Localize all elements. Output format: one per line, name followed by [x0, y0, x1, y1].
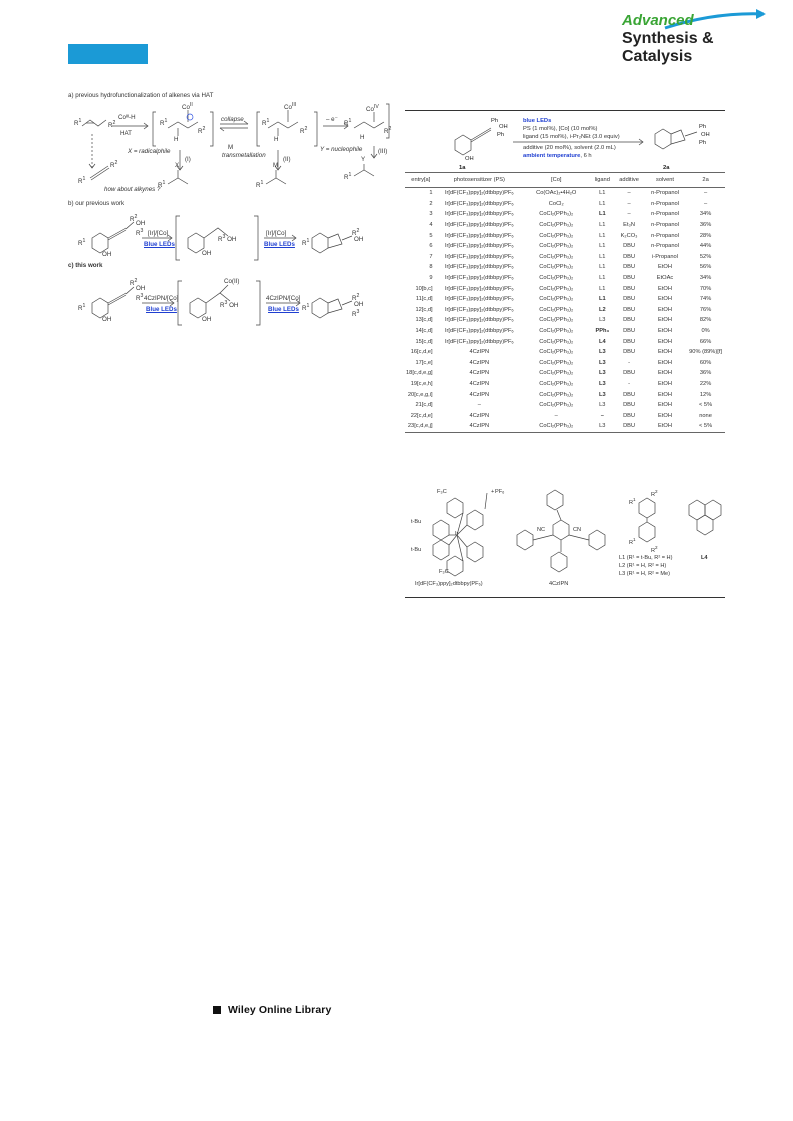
table-cell: DBU [623, 328, 636, 335]
table-cell: Ir[dF(CF₃)ppy]₂(dtbbpy)PF₆ [444, 232, 514, 239]
table-row [405, 336, 725, 347]
col-ps: photosensitizer (PS) [437, 173, 523, 188]
table-cell: Ir[dF(CF₃)ppy]₂(dtbbpy)PF₆ [444, 253, 514, 260]
condition-catalysts: PS (1 mol%), [Co] (10 mol%) [523, 126, 598, 132]
c-catalyst-label: 4CzIPN/[Co] [144, 295, 179, 302]
table-cell: 52% [699, 253, 712, 260]
table-cell: Ir[dF(CF₃)ppy]₂(dtbbpy)PF₆ [444, 275, 514, 282]
table-cell: L2 [598, 306, 606, 313]
condition-ligand: ligand (15 mol%), i-Pr₂NEt (3.0 equiv) [523, 134, 620, 140]
wiley-logo-icon [213, 1006, 221, 1014]
table-cell: 36% [699, 370, 712, 377]
table-row [405, 368, 725, 379]
table-cell: DBU [623, 296, 636, 303]
table-cell: CoCl₂(PPh₃)₂ [539, 370, 574, 377]
table-cell: DBU [623, 338, 636, 345]
ph-label-2: Ph [497, 132, 505, 138]
table-cell: 34% [699, 275, 712, 282]
catalyst-structures: F₃C + PF₆ t-Bu t-Bu Ir F₃C Ir[dF(CF₃)ppy]₂dtbbpy(PF₆) NC CN 4CzIPN $R^1$ $R^2$ $R^1$ $R^2$ L1 (R¹ = t-Bu, R² = H) L2 (R¹ = H, R² = H) L3 (R¹ = H, R² = Me) L4 [405, 485, 725, 598]
minus-e-label: – e⁻ [326, 116, 338, 123]
ligand-l3: L3 (R¹ = H, R² = Me) [619, 571, 670, 577]
table-cell: L1 [599, 264, 606, 271]
journal-logo [600, 8, 770, 68]
table-cell: - [628, 380, 631, 387]
tbu-label-1: t-Bu [411, 519, 422, 525]
logo-catalysis-text: Catalysis [622, 48, 693, 65]
table-cell: EtOH [658, 402, 672, 409]
table-cell: EtOAc [656, 275, 674, 282]
c-catalyst-label-2: 4CzIPN/[Co] [266, 295, 301, 302]
table-cell: L3 [598, 380, 606, 387]
tbu-label-2: t-Bu [411, 547, 422, 553]
table-cell: L4 [598, 338, 606, 345]
table-cell: DBU [623, 275, 636, 282]
ligand-l4: L4 [701, 555, 708, 561]
table-cell: 4 [429, 222, 433, 229]
table-cell: CoCl₂ [548, 200, 564, 207]
table-cell: Ir[dF(CF₃)ppy]₂(dtbbpy)PF₆ [444, 328, 514, 335]
table-cell: 6 [429, 243, 433, 250]
table-cell: L3 [598, 391, 606, 398]
table-cell: < 5% [686, 421, 725, 432]
table-cell: 4CzIPN [469, 380, 490, 387]
table-cell: 1 [429, 190, 433, 197]
table-cell: L1 [599, 243, 606, 250]
table-cell: Ir[dF(CF₃)ppy]₂(dtbbpy)PF₆ [444, 296, 514, 303]
table-cell: 74% [699, 296, 712, 303]
path-ii: (II) [283, 156, 291, 163]
table-cell: Ir[dF(CF₃)ppy]₂(dtbbpy)PF₆ [444, 264, 514, 271]
table-cell: 8 [429, 264, 433, 271]
table-row [405, 241, 725, 252]
oh-label-2: OH [701, 132, 710, 138]
table-cell: CoCl₂(PPh₃)₂ [539, 243, 574, 250]
table-cell: i-Propanol [652, 253, 678, 260]
wiley-online-library: Wiley Online Library [228, 1004, 332, 1016]
path-i: (I) [185, 156, 191, 163]
table-cell: L3 [599, 317, 606, 324]
table-cell: CoCl₂(PPh₃)₂ [539, 264, 574, 271]
scheme-c-title: c) this work [68, 262, 103, 269]
table-cell: CoCl₂(PPh₃)₂ [539, 275, 574, 282]
table-cell: Co(OAc)₂•4H₂O [536, 190, 577, 197]
table-cell: Ir[dF(CF₃)ppy]₂(dtbbpy)PF₆ [444, 243, 514, 250]
table-cell: CoCl₂(PPh₃)₂ [539, 349, 574, 356]
table-cell: n-Propanol [651, 211, 679, 218]
table-row [405, 358, 725, 369]
table-cell: DBU [623, 370, 636, 377]
table-cell: L3 [590, 421, 614, 432]
logo-advanced-text: Advanced [622, 12, 694, 29]
table-cell: CoCl₂(PPh₃)₂ [539, 296, 574, 303]
col-solvent: solvent [644, 173, 686, 188]
table-cell: CoCl₂(PPh₃)₂ [539, 338, 574, 345]
col-entry: entry[a] [405, 173, 437, 188]
transmetallation-label: transmetallation [222, 152, 266, 159]
table-cell: PPh₃ [595, 328, 610, 335]
collapse-label: collapse [221, 116, 244, 123]
table-cell: 34% [699, 211, 712, 218]
table-cell: 70% [699, 285, 712, 292]
compound-2a: 2a [663, 165, 670, 171]
table-cell: DBU [623, 306, 636, 313]
table-cell: K₂CO₃ [620, 232, 638, 239]
table-row [405, 273, 725, 284]
table-cell: L3 [599, 402, 606, 409]
table-cell: 12[c,d] [415, 306, 433, 313]
table-cell: CoCl₂(PPh₃)₂ [539, 306, 574, 313]
reaction-drawing [405, 112, 725, 174]
table-cell: EtOH [658, 359, 672, 366]
b-catalyst-label-2: [Ir]/[Co] [266, 230, 287, 237]
table-row [405, 347, 725, 358]
table-cell: EtOH [658, 412, 672, 419]
table-cell: – [600, 412, 604, 419]
table-cell: 28% [699, 232, 712, 239]
table-cell: DBU [623, 391, 636, 398]
col-co: [Co] [522, 173, 590, 188]
compound-1a: 1a [459, 165, 466, 171]
table-cell: 23[c,d,e,j] [405, 421, 437, 432]
table-cell: 22% [699, 380, 712, 387]
table-cell: Ir[dF(CF₃)ppy]₂(dtbbpy)PF₆ [444, 285, 514, 292]
czipn-label: 4CzIPN [549, 581, 569, 587]
table-cell: 13[c,d] [415, 317, 433, 324]
table-cell: 44% [699, 243, 712, 250]
table-row [405, 379, 725, 390]
y-note: Y = nucleophile [320, 146, 363, 153]
col-additive: additive [614, 173, 644, 188]
table-cell: CoCl₂(PPh₃)₂ [539, 380, 574, 387]
ph-label-3: Ph [699, 124, 707, 130]
table-cell: L1 [599, 190, 606, 197]
table-cell: 16[c,d,e] [410, 349, 433, 356]
table-cell: 66% [699, 338, 712, 345]
x-note: X = radicalphile [128, 148, 171, 155]
table-cell: CoCl₂(PPh₃)₂ [539, 391, 574, 398]
table-cell: L1 [599, 275, 606, 282]
table-cell: CoCl₂(PPh₃)₂ [539, 211, 574, 218]
table-cell: L3 [598, 359, 606, 366]
path-iii: (III) [378, 148, 388, 155]
table-cell: Ir[dF(CF₃)ppy]₂(dtbbpy)PF₆ [444, 338, 514, 345]
table-cell: EtOH [658, 328, 672, 335]
table-cell: 2 [429, 200, 433, 207]
table-cell: 17[c,e] [415, 359, 433, 366]
table-cell: 4CzIPN [469, 412, 490, 419]
table-row [405, 326, 725, 337]
table-row [405, 400, 725, 411]
table-cell: 18[c,d,e,g] [406, 370, 433, 377]
table-cell: CoCl₂(PPh₃)₂ [539, 359, 574, 366]
table-cell: L1 [598, 211, 606, 218]
condition-time: , 6 h [580, 153, 592, 159]
table-cell: L1 [599, 232, 606, 239]
table-cell: – [627, 211, 631, 218]
table-row [405, 389, 725, 400]
table-cell: EtOH [658, 317, 672, 324]
table-cell: DBU [623, 243, 636, 250]
table-cell: CoCl₂(PPh₃)₂ [539, 328, 574, 335]
table-cell: Ir[dF(CF₃)ppy]₂(dtbbpy)PF₆ [444, 190, 514, 197]
table-cell: CoCl₂(PPh₃)₂ [539, 253, 574, 260]
table-cell: CoCl₂(PPh₃)₂ [522, 421, 590, 432]
table-cell: - [628, 359, 631, 366]
pf6-label: PF₆ [495, 489, 505, 495]
c-blue-leds-1: Blue LEDs [146, 306, 177, 313]
table-cell: DBU [614, 421, 644, 432]
scheme-b-title: b) our previous work [68, 200, 125, 207]
table-cell: DBU [623, 264, 636, 271]
table-cell: CoCl₂(PPh₃)₂ [539, 317, 574, 324]
table-cell: L1 [599, 285, 606, 292]
b-blue-leds-2: Blue LEDs [264, 241, 295, 248]
scheme-a-title: a) previous hydrofunctionalization of alkenes via HAT [68, 92, 214, 99]
table-cell: DBU [623, 402, 636, 409]
table-cell: EtOH [658, 370, 672, 377]
table-cell: EtOH [658, 296, 672, 303]
b-blue-leds-1: Blue LEDs [144, 241, 175, 248]
table-row [405, 294, 725, 305]
c-blue-leds-2: Blue LEDs [268, 306, 299, 313]
table-cell: CoCl₂(PPh₃)₂ [539, 232, 574, 239]
table-cell: L1 [599, 200, 606, 207]
ph-label-4: Ph [699, 140, 707, 146]
table-cell: n-Propanol [651, 243, 679, 250]
table-cell: 5 [429, 232, 433, 239]
table-cell: CoCl₂(PPh₃)₂ [539, 402, 574, 409]
table-cell: Ir[dF(CF₃)ppy]₂(dtbbpy)PF₆ [444, 200, 514, 207]
table-cell: – [554, 412, 558, 419]
col-yield: 2a [686, 173, 725, 188]
table-cell: 4CzIPN [469, 349, 490, 356]
table-row [405, 188, 725, 199]
table-cell: 60% [699, 359, 712, 366]
ligand-l1: L1 (R¹ = t-Bu, R² = H) [619, 555, 673, 561]
table-row [405, 262, 725, 273]
table-cell: 56% [699, 264, 712, 271]
table-cell: 0% [701, 328, 710, 335]
condition-additive: additive (20 mol%), solvent (2.0 mL) [523, 145, 616, 151]
co-h-label: Coᴵᴵᴵ-H [118, 114, 136, 121]
table-cell: 20[c,e,g,i] [407, 391, 433, 398]
table-cell: DBU [623, 412, 636, 419]
table-cell: 4CzIPN [469, 391, 490, 398]
table-cell: – [703, 190, 708, 197]
reaction-header [405, 112, 725, 174]
table-cell: 9 [429, 275, 433, 282]
table-cell: 11[c,d] [415, 296, 433, 303]
oh-label-sm: OH [465, 156, 474, 162]
oh-label-1: OH [499, 124, 508, 130]
alkynes-question: how about alkynes ? [104, 186, 161, 193]
table-cell: 90% (89%)[f] [689, 349, 723, 356]
table-cell: n-Propanol [651, 200, 679, 207]
table-cell: – [627, 200, 631, 207]
table-cell: 22[c,d,e] [410, 412, 433, 419]
hat-label: HAT [120, 130, 132, 137]
table-cell: n-Propanol [651, 222, 679, 229]
table-cell: CoCl₂(PPh₃)₂ [539, 285, 574, 292]
table-cell: EtOH [658, 391, 672, 398]
table-row [405, 252, 725, 263]
journal-color-tab [68, 44, 148, 64]
table-cell: DBU [623, 317, 636, 324]
m-note: M [228, 144, 234, 151]
table-cell: 3 [429, 211, 433, 218]
table-cell: EtOH [658, 349, 672, 356]
table-cell: Et₃N [623, 222, 635, 229]
table-cell: 82% [699, 317, 712, 324]
ph-label-1: Ph [491, 118, 499, 124]
table-cell: EtOH [644, 421, 686, 432]
table-row [405, 230, 725, 241]
table-cell: DBU [623, 349, 636, 356]
ir-complex-label: Ir[dF(CF₃)ppy]₂dtbbpy(PF₆) [415, 581, 483, 587]
co-ii-label: Co(II) [224, 278, 240, 285]
table-cell: DBU [623, 253, 636, 260]
table-cell: n-Propanol [651, 190, 679, 197]
table-row [405, 315, 725, 326]
table-cell: 10[b,c] [415, 285, 433, 292]
table-row [405, 305, 725, 316]
table-cell: 76% [699, 306, 712, 313]
table-row [405, 283, 725, 294]
table-cell: 21[c,d] [415, 402, 433, 409]
table-cell: n-Propanol [651, 232, 679, 239]
table-cell: EtOH [658, 380, 672, 387]
table-cell: 12% [699, 391, 712, 398]
table-row [405, 410, 725, 421]
table-cell: none [699, 412, 712, 419]
table-cell: EtOH [658, 338, 672, 345]
table-cell: 15[c,d] [415, 338, 433, 345]
table-cell: 14[c,d] [415, 328, 433, 335]
table-row [405, 199, 725, 210]
cf3-label-2: F₃C [439, 569, 449, 575]
table-cell: 4CzIPN [469, 359, 490, 366]
optimization-table [405, 172, 725, 433]
table-cell: EtOH [658, 264, 672, 271]
table-cell: EtOH [658, 285, 672, 292]
table-cell: 7 [429, 253, 433, 260]
b-catalyst-label: [Ir]/[Co] [148, 230, 169, 237]
table-cell: Ir[dF(CF₃)ppy]₂(dtbbpy)PF₆ [444, 306, 514, 313]
reaction-scheme: a) previous hydrofunctionalization of alkenes via HAT $R^1$ $R^2$ Coᴵᴵᴵ-H HAT $Co^{II}$ $R^1$ $R^2$ H collapse $Co^{III}$ $R^1$ $R^2$ H – e⁻ $Co^{IV}$ $R^1$ $R^2$ H X = radicalphile (I) M transmetallation (II) Y = nucleophile (III) X M Y $R^1$ $R^1$ $R^1$ $R^1$ $R^2$ how about alkynes ? b) our previous work $R^1$ OH $R^2$ OH $R^3$ [Ir]/[Co] Blue LEDs OH $R^3$ OH [Ir]/[Co] Blue LEDs $R^1$ $R^2$ OH c) this work $R^1$ OH $R^2$ OH $R^3$ 4CzIPN/[Co] Blue LEDs Co(II) OH $R^3$ OH 4CzIPN/[Co] Blue LEDs $R^1$ $R^2$ OH $R^3$ [68, 88, 398, 338]
table-cell: 4CzIPN [437, 421, 523, 432]
condition-blue-leds: blue LEDs [523, 118, 552, 124]
table-cell: EtOH [658, 306, 672, 313]
table-cell: < 5% [699, 402, 713, 409]
cf3-label-1: F₃C [437, 489, 447, 495]
table-cell: – [477, 402, 481, 409]
table-cell: Ir[dF(CF₃)ppy]₂(dtbbpy)PF₆ [444, 211, 514, 218]
table-cell: L1 [599, 253, 606, 260]
table-cell: L1 [598, 296, 606, 303]
table-header-row [405, 173, 725, 188]
ligand-l2: L2 (R¹ = H, R² = H) [619, 563, 667, 569]
table-cell: L3 [598, 370, 606, 377]
table-cell: 36% [699, 222, 712, 229]
table-cell: – [703, 200, 708, 207]
table-cell: 4CzIPN [469, 370, 490, 377]
table-cell: L3 [598, 349, 606, 356]
col-ligand: ligand [590, 173, 614, 188]
table-top-rule [405, 110, 725, 111]
table-cell: DBU [623, 285, 636, 292]
table-cell: Ir[dF(CF₃)ppy]₂(dtbbpy)PF₆ [444, 222, 514, 229]
table-cell: Ir[dF(CF₃)ppy]₂(dtbbpy)PF₆ [444, 317, 514, 324]
table-cell: L1 [599, 222, 606, 229]
table-row [405, 209, 725, 220]
table-cell: 19[c,e,h] [410, 380, 433, 387]
table-cell: – [627, 190, 631, 197]
table-row [405, 421, 725, 432]
logo-synthesis-text: Synthesis & [622, 30, 714, 47]
table-cell: CoCl₂(PPh₃)₂ [539, 222, 574, 229]
table-row [405, 220, 725, 231]
condition-temperature: ambient temperature [523, 153, 581, 159]
